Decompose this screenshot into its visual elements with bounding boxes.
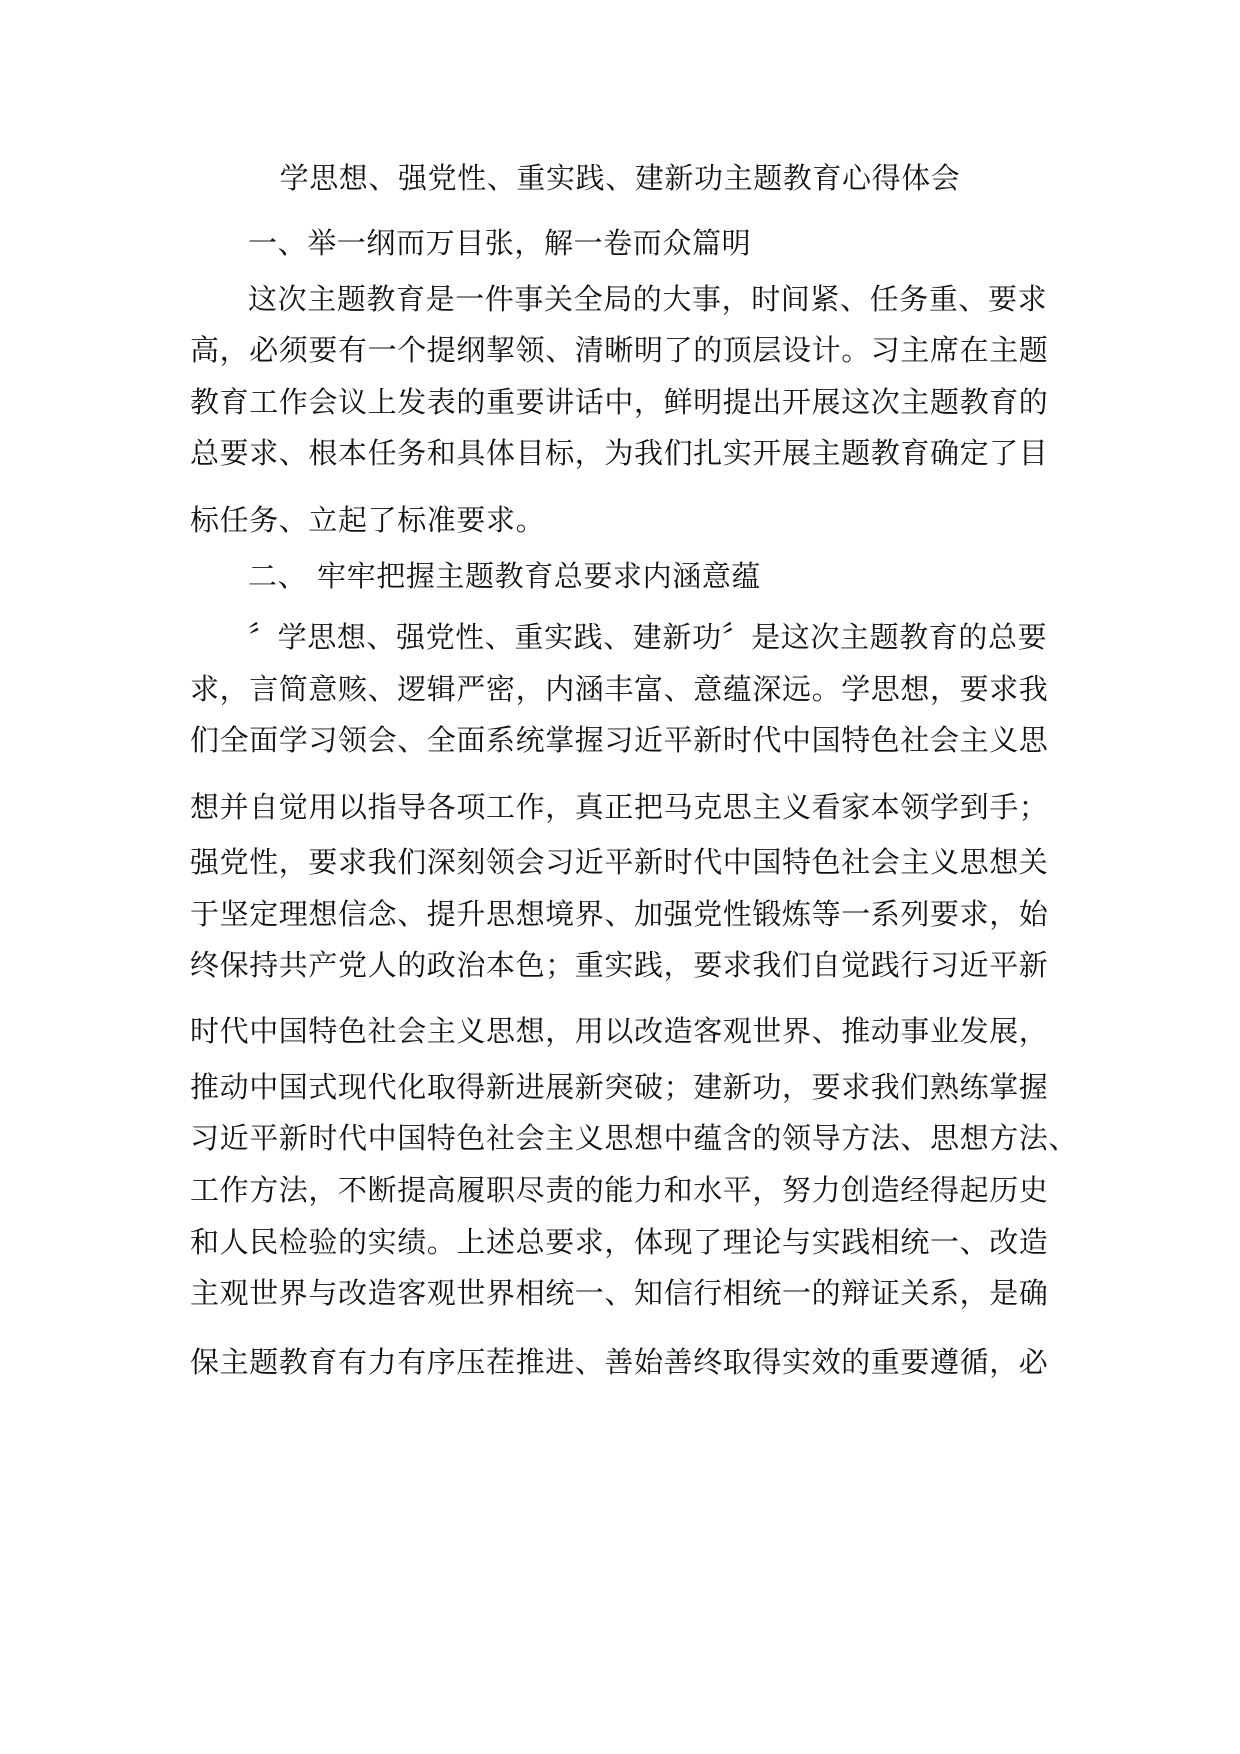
- paragraph-line: 〞学思想、强党性、重实践、建新功〞是这次主题教育的总要: [248, 620, 1048, 654]
- paragraph-line: 保主题教育有力有序压茬推进、善始善终取得实效的重要遵循，必: [190, 1345, 1049, 1379]
- paragraph-line: 高，必须要有一个提纲挈领、清晰明了的顶层设计。习主席在主题: [190, 333, 1049, 367]
- section-heading-1: 一、举一纲而万目张，解一卷而众篇明: [248, 226, 752, 260]
- paragraph-line: 推动中国式现代化取得新进展新突破；建新功，要求我们熟练掌握: [190, 1070, 1049, 1104]
- paragraph-line: 和人民检验的实绩。上述总要求，体现了理论与实践相统一、改造: [190, 1225, 1049, 1259]
- paragraph-line: 总要求、根本任务和具体目标，为我们扎实开展主题教育确定了目: [190, 436, 1049, 470]
- document-title: 学思想、强党性、重实践、建新功主题教育心得体会: [279, 161, 961, 195]
- paragraph-line: 强党性，要求我们深刻领会习近平新时代中国特色社会主义思想关: [190, 845, 1049, 879]
- paragraph-line: 想并自觉用以指导各项工作，真正把马克思主义看家本领学到手；: [190, 790, 1049, 824]
- paragraph-line: 这次主题教育是一件事关全局的大事，时间紧、任务重、要求: [248, 282, 1048, 316]
- section-heading-2: 二、 牢牢把握主题教育总要求内涵意蕴: [248, 559, 762, 593]
- paragraph-line: 教育工作会议上发表的重要讲话中，鲜明提出开展这次主题教育的: [190, 385, 1049, 419]
- paragraph-line: 们全面学习领会、全面系统掌握习近平新时代中国特色社会主义思: [190, 723, 1049, 757]
- paragraph-line: 于坚定理想信念、提升思想境界、加强党性锻炼等一系列要求，始: [190, 897, 1049, 931]
- paragraph-line: 求，言简意赅、逻辑严密，内涵丰富、意蕴深远。学思想，要求我: [190, 672, 1049, 706]
- paragraph-line: 工作方法，不断提高履职尽责的能力和水平，努力创造经得起历史: [190, 1173, 1049, 1207]
- paragraph-line: 终保持共产党人的政治本色；重实践，要求我们自觉践行习近平新: [190, 948, 1049, 982]
- paragraph-line: 时代中国特色社会主义思想，用以改造客观世界、推动事业发展，: [190, 1014, 1049, 1048]
- paragraph-line: 主观世界与改造客观世界相统一、知信行相统一的辩证关系，是确: [190, 1276, 1049, 1310]
- paragraph-line: 习近平新时代中国特色社会主义思想中蕴含的领导方法、思想方法、: [190, 1121, 1079, 1155]
- paragraph-line: 标任务、立起了标准要求。: [190, 503, 546, 537]
